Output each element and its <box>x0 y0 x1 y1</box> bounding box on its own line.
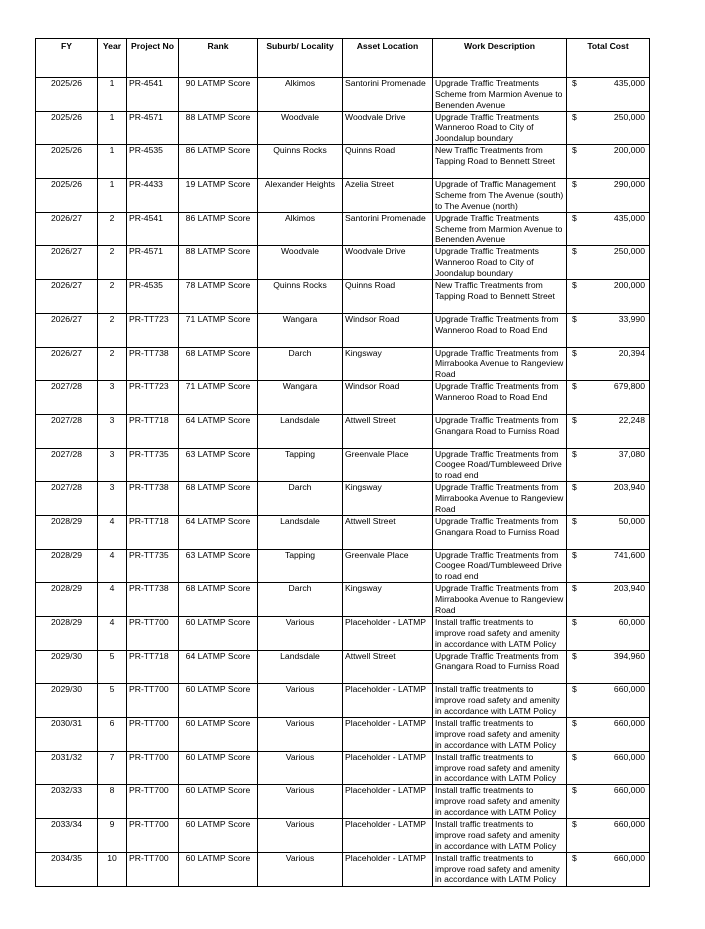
cell-year: 7 <box>98 751 127 785</box>
cost-amount: 22,248 <box>618 414 645 425</box>
cell-suburb: Alexander Heights <box>258 179 343 213</box>
cell-fy: 2025/26 <box>36 78 98 112</box>
header-work-description: Work Description <box>433 39 567 78</box>
cost-amount: 203,940 <box>613 583 645 594</box>
cost-amount: 60,000 <box>618 617 645 627</box>
cell-year: 3 <box>98 381 127 415</box>
cost-amount: 660,000 <box>613 785 645 796</box>
cell-total-cost <box>567 819 650 853</box>
cost-amount: 394,960 <box>613 650 645 661</box>
cell-year: 1 <box>98 145 127 179</box>
cell-total-cost <box>567 381 650 415</box>
cost-amount: 741,600 <box>613 549 645 560</box>
table-row <box>36 650 650 684</box>
cell-asset-location: Greenvale Place <box>343 448 433 482</box>
header-rank: Rank <box>179 39 258 78</box>
cell-year: 3 <box>98 414 127 448</box>
cell-year: 9 <box>98 819 127 853</box>
cell-suburb: Tapping <box>258 549 343 583</box>
cell-fy: 2028/29 <box>36 583 98 617</box>
cell-rank: 64 LATMP Score <box>179 650 258 684</box>
cell-suburb: Various <box>258 718 343 752</box>
cell-asset-location: Placeholder - LATMP <box>343 751 433 785</box>
cell-project-no: PR-TT738 <box>127 583 179 617</box>
cell-work-description: Install traffic treatments to improve road safety and amenity in accordance with LATM Policy <box>433 819 567 853</box>
cell-fy: 2025/26 <box>36 179 98 213</box>
cell-project-no: PR-TT700 <box>127 751 179 785</box>
cell-year: 4 <box>98 549 127 583</box>
cell-rank: 60 LATMP Score <box>179 684 258 718</box>
cell-project-no: PR-4433 <box>127 179 179 213</box>
cell-suburb: Quinns Rocks <box>258 280 343 314</box>
cell-fy: 2027/28 <box>36 448 98 482</box>
table-row <box>36 212 650 246</box>
cell-fy: 2026/27 <box>36 212 98 246</box>
cell-year: 3 <box>98 482 127 516</box>
cell-rank: 19 LATMP Score <box>179 179 258 213</box>
cell-rank: 68 LATMP Score <box>179 583 258 617</box>
cell-year: 1 <box>98 179 127 213</box>
cell-rank: 78 LATMP Score <box>179 280 258 314</box>
cell-asset-location: Placeholder - LATMP <box>343 684 433 718</box>
cell-project-no: PR-TT700 <box>127 718 179 752</box>
header-suburb: Suburb/ Locality <box>258 39 343 78</box>
cost-amount: 290,000 <box>613 179 645 190</box>
currency-symbol: $ <box>572 684 577 695</box>
table-row <box>36 718 650 752</box>
cell-project-no: PR-TT723 <box>127 381 179 415</box>
cell-rank: 88 LATMP Score <box>179 246 258 280</box>
cell-year: 2 <box>98 212 127 246</box>
cell-work-description: New Traffic Treatments from Tapping Road to Bennett Street <box>433 280 567 314</box>
cell-rank: 60 LATMP Score <box>179 751 258 785</box>
cell-fy: 2031/32 <box>36 751 98 785</box>
cell-rank: 68 LATMP Score <box>179 482 258 516</box>
cost-amount: 435,000 <box>613 78 645 88</box>
currency-symbol: $ <box>572 482 577 493</box>
cell-project-no: PR-TT735 <box>127 448 179 482</box>
currency-symbol: $ <box>572 583 577 594</box>
cell-total-cost <box>567 684 650 718</box>
cell-work-description: Upgrade Traffic Treatments Scheme from Marmion Avenue to Benenden Avenue <box>433 212 567 246</box>
cell-suburb: Various <box>258 819 343 853</box>
table-row <box>36 448 650 482</box>
currency-symbol: $ <box>572 617 577 627</box>
header-project-no: Project No <box>127 39 179 78</box>
cell-project-no: PR-TT700 <box>127 852 179 886</box>
table-row <box>36 347 650 381</box>
cell-suburb: Wangara <box>258 313 343 347</box>
cell-asset-location: Windsor Road <box>343 313 433 347</box>
cell-asset-location: Quinns Road <box>343 280 433 314</box>
cell-fy: 2027/28 <box>36 381 98 415</box>
cell-work-description: Upgrade Traffic Treatments from Gnangara Road to Furniss Road <box>433 650 567 684</box>
cell-work-description: Upgrade Traffic Treatments Wanneroo Road to City of Joondalup boundary <box>433 246 567 280</box>
cell-work-description: Install traffic treatments to improve road safety and amenity in accordance with LATM Policy <box>433 852 567 886</box>
table-row <box>36 246 650 280</box>
cell-asset-location: Attwell Street <box>343 414 433 448</box>
cell-project-no: PR-TT723 <box>127 313 179 347</box>
cell-rank: 64 LATMP Score <box>179 515 258 549</box>
cell-suburb: Darch <box>258 583 343 617</box>
table-row <box>36 515 650 549</box>
cell-fy: 2025/26 <box>36 145 98 179</box>
cell-work-description: Upgrade Traffic Treatments from Mirrabooka Avenue to Rangeview Road <box>433 482 567 516</box>
cell-project-no: PR-4535 <box>127 280 179 314</box>
cell-total-cost <box>567 414 650 448</box>
cell-rank: 86 LATMP Score <box>179 145 258 179</box>
cell-asset-location: Placeholder - LATMP <box>343 852 433 886</box>
cell-project-no: PR-4571 <box>127 246 179 280</box>
cost-amount: 37,080 <box>618 448 645 459</box>
cell-suburb: Wangara <box>258 381 343 415</box>
cell-asset-location: Santorini Promenade <box>343 212 433 246</box>
cell-total-cost <box>567 515 650 549</box>
cell-work-description: Upgrade Traffic Treatments from Coogee Road/Tumbleweed Drive to road end <box>433 448 567 482</box>
cell-work-description: Upgrade Traffic Treatments from Wanneroo Road to Road End <box>433 313 567 347</box>
cell-rank: 60 LATMP Score <box>179 617 258 651</box>
cell-work-description: Upgrade Traffic Treatments Scheme from Marmion Avenue to Benenden Avenue <box>433 78 567 112</box>
cell-year: 1 <box>98 111 127 145</box>
cell-project-no: PR-4571 <box>127 111 179 145</box>
cell-fy: 2030/31 <box>36 718 98 752</box>
currency-symbol: $ <box>572 819 577 830</box>
cost-amount: 200,000 <box>613 145 645 156</box>
table-row <box>36 852 650 886</box>
cell-suburb: Woodvale <box>258 246 343 280</box>
cell-asset-location: Kingsway <box>343 482 433 516</box>
cell-total-cost <box>567 785 650 819</box>
currency-symbol: $ <box>572 718 577 729</box>
cell-work-description: Upgrade Traffic Treatments from Gnangara Road to Furniss Road <box>433 414 567 448</box>
currency-symbol: $ <box>572 650 577 661</box>
cell-project-no: PR-TT718 <box>127 515 179 549</box>
table-row <box>36 785 650 819</box>
cell-project-no: PR-TT718 <box>127 414 179 448</box>
cell-suburb: Woodvale <box>258 111 343 145</box>
cell-project-no: PR-TT700 <box>127 785 179 819</box>
currency-symbol: $ <box>572 246 577 257</box>
cell-project-no: PR-TT738 <box>127 347 179 381</box>
cell-year: 3 <box>98 448 127 482</box>
cost-amount: 660,000 <box>613 751 645 762</box>
cell-suburb: Alkimos <box>258 78 343 112</box>
cell-asset-location: Placeholder - LATMP <box>343 617 433 651</box>
cell-asset-location: Attwell Street <box>343 515 433 549</box>
cell-total-cost <box>567 280 650 314</box>
cell-suburb: Various <box>258 617 343 651</box>
currency-symbol: $ <box>572 448 577 459</box>
cell-rank: 86 LATMP Score <box>179 212 258 246</box>
cell-asset-location: Kingsway <box>343 583 433 617</box>
table-row <box>36 684 650 718</box>
currency-symbol: $ <box>572 347 577 358</box>
cell-fy: 2028/29 <box>36 617 98 651</box>
currency-symbol: $ <box>572 785 577 796</box>
cell-total-cost <box>567 650 650 684</box>
cell-total-cost <box>567 852 650 886</box>
cell-fy: 2034/35 <box>36 852 98 886</box>
cell-total-cost <box>567 179 650 213</box>
cell-work-description: Upgrade Traffic Treatments from Gnangara Road to Furniss Road <box>433 515 567 549</box>
cell-work-description: New Traffic Treatments from Tapping Road to Bennett Street <box>433 145 567 179</box>
cell-rank: 60 LATMP Score <box>179 819 258 853</box>
cell-project-no: PR-TT738 <box>127 482 179 516</box>
cell-project-no: PR-4541 <box>127 212 179 246</box>
cell-year: 4 <box>98 515 127 549</box>
cost-amount: 50,000 <box>618 515 645 526</box>
currency-symbol: $ <box>572 313 577 324</box>
cell-suburb: Alkimos <box>258 212 343 246</box>
cost-amount: 660,000 <box>613 684 645 695</box>
cell-suburb: Various <box>258 751 343 785</box>
currency-symbol: $ <box>572 414 577 425</box>
cell-fy: 2025/26 <box>36 111 98 145</box>
currency-symbol: $ <box>572 280 577 291</box>
table-row <box>36 482 650 516</box>
currency-symbol: $ <box>572 515 577 526</box>
cell-fy: 2028/29 <box>36 549 98 583</box>
cell-fy: 2027/28 <box>36 482 98 516</box>
cell-work-description: Upgrade Traffic Treatments from Mirrabooka Avenue to Rangeview Road <box>433 583 567 617</box>
cell-total-cost <box>567 617 650 651</box>
cell-asset-location: Woodvale Drive <box>343 246 433 280</box>
table-row <box>36 78 650 112</box>
table-row <box>36 111 650 145</box>
cell-asset-location: Quinns Road <box>343 145 433 179</box>
cell-year: 6 <box>98 718 127 752</box>
cell-fy: 2026/27 <box>36 246 98 280</box>
table-row <box>36 819 650 853</box>
cell-fy: 2026/27 <box>36 347 98 381</box>
cell-work-description: Install traffic treatments to improve road safety and amenity in accordance with LATM Policy <box>433 718 567 752</box>
cell-project-no: PR-TT735 <box>127 549 179 583</box>
cell-total-cost <box>567 482 650 516</box>
table-row <box>36 280 650 314</box>
cell-total-cost <box>567 212 650 246</box>
cell-fy: 2032/33 <box>36 785 98 819</box>
cell-rank: 71 LATMP Score <box>179 381 258 415</box>
cell-rank: 63 LATMP Score <box>179 448 258 482</box>
cell-asset-location: Windsor Road <box>343 381 433 415</box>
currency-symbol: $ <box>572 381 577 392</box>
table-row <box>36 381 650 415</box>
cost-amount: 660,000 <box>613 819 645 830</box>
cell-total-cost <box>567 751 650 785</box>
cell-year: 2 <box>98 313 127 347</box>
header-total-cost: Total Cost <box>567 39 650 78</box>
cost-amount: 660,000 <box>613 852 645 863</box>
cell-year: 2 <box>98 246 127 280</box>
cell-year: 4 <box>98 583 127 617</box>
cell-year: 8 <box>98 785 127 819</box>
cell-suburb: Landsdale <box>258 414 343 448</box>
cell-work-description: Install traffic treatments to improve road safety and amenity in accordance with LATM Policy <box>433 684 567 718</box>
cell-total-cost <box>567 549 650 583</box>
cell-total-cost <box>567 246 650 280</box>
cell-year: 10 <box>98 852 127 886</box>
cell-rank: 71 LATMP Score <box>179 313 258 347</box>
cell-asset-location: Greenvale Place <box>343 549 433 583</box>
cell-rank: 68 LATMP Score <box>179 347 258 381</box>
cost-amount: 660,000 <box>613 718 645 729</box>
cell-asset-location: Placeholder - LATMP <box>343 718 433 752</box>
currency-symbol: $ <box>572 111 577 122</box>
cell-suburb: Various <box>258 852 343 886</box>
header-asset-location: Asset Location <box>343 39 433 78</box>
currency-symbol: $ <box>572 852 577 863</box>
currency-symbol: $ <box>572 145 577 156</box>
cell-asset-location: Placeholder - LATMP <box>343 819 433 853</box>
cell-rank: 60 LATMP Score <box>179 852 258 886</box>
cell-asset-location: Santorini Promenade <box>343 78 433 112</box>
cell-work-description: Install traffic treatments to improve road safety and amenity in accordance with LATM Policy <box>433 785 567 819</box>
cell-asset-location: Azelia Street <box>343 179 433 213</box>
table-row <box>36 617 650 651</box>
header-row <box>36 39 650 78</box>
cell-suburb: Various <box>258 684 343 718</box>
currency-symbol: $ <box>572 179 577 190</box>
table-row <box>36 313 650 347</box>
cell-asset-location: Attwell Street <box>343 650 433 684</box>
cell-project-no: PR-TT700 <box>127 819 179 853</box>
table-row <box>36 414 650 448</box>
cost-amount: 200,000 <box>613 280 645 291</box>
cell-total-cost <box>567 718 650 752</box>
header-fy: FY <box>36 39 98 78</box>
cell-total-cost <box>567 313 650 347</box>
cell-fy: 2026/27 <box>36 280 98 314</box>
cell-suburb: Darch <box>258 347 343 381</box>
cell-work-description: Upgrade Traffic Treatments from Coogee Road/Tumbleweed Drive to road end <box>433 549 567 583</box>
cell-suburb: Various <box>258 785 343 819</box>
cell-project-no: PR-4541 <box>127 78 179 112</box>
cell-year: 4 <box>98 617 127 651</box>
cell-year: 2 <box>98 347 127 381</box>
header-year: Year <box>98 39 127 78</box>
cell-total-cost <box>567 347 650 381</box>
cell-total-cost <box>567 145 650 179</box>
cell-rank: 88 LATMP Score <box>179 111 258 145</box>
cost-amount: 679,800 <box>613 381 645 392</box>
cell-year: 5 <box>98 684 127 718</box>
cell-fy: 2027/28 <box>36 414 98 448</box>
cell-work-description: Upgrade of Traffic Management Scheme from The Avenue (south) to The Avenue (north) <box>433 179 567 213</box>
currency-symbol: $ <box>572 212 577 223</box>
cell-suburb: Quinns Rocks <box>258 145 343 179</box>
cell-rank: 60 LATMP Score <box>179 785 258 819</box>
cell-asset-location: Woodvale Drive <box>343 111 433 145</box>
cell-suburb: Darch <box>258 482 343 516</box>
cell-year: 1 <box>98 78 127 112</box>
currency-symbol: $ <box>572 78 577 88</box>
cost-amount: 33,990 <box>618 313 645 324</box>
cell-total-cost <box>567 111 650 145</box>
table-row <box>36 549 650 583</box>
table-row <box>36 583 650 617</box>
cell-work-description: Upgrade Traffic Treatments from Mirrabooka Avenue to Rangeview Road <box>433 347 567 381</box>
cell-work-description: Upgrade Traffic Treatments Wanneroo Road to City of Joondalup boundary <box>433 111 567 145</box>
cell-project-no: PR-4535 <box>127 145 179 179</box>
cost-amount: 250,000 <box>613 246 645 257</box>
cell-rank: 60 LATMP Score <box>179 718 258 752</box>
cell-total-cost <box>567 583 650 617</box>
cell-rank: 64 LATMP Score <box>179 414 258 448</box>
cell-total-cost <box>567 448 650 482</box>
cell-fy: 2033/34 <box>36 819 98 853</box>
cell-work-description: Install traffic treatments to improve road safety and amenity in accordance with LATM Policy <box>433 751 567 785</box>
cell-year: 2 <box>98 280 127 314</box>
cell-total-cost <box>567 78 650 112</box>
cell-suburb: Landsdale <box>258 650 343 684</box>
cell-year: 5 <box>98 650 127 684</box>
table-row <box>36 751 650 785</box>
cost-amount: 435,000 <box>613 212 645 223</box>
cell-fy: 2029/30 <box>36 684 98 718</box>
cell-suburb: Landsdale <box>258 515 343 549</box>
table-row <box>36 145 650 179</box>
cell-asset-location: Kingsway <box>343 347 433 381</box>
cost-amount: 203,940 <box>613 482 645 493</box>
cell-work-description: Install traffic treatments to improve road safety and amenity in accordance with LATM Policy <box>433 617 567 651</box>
cell-project-no: PR-TT718 <box>127 650 179 684</box>
cell-project-no: PR-TT700 <box>127 684 179 718</box>
cell-rank: 90 LATMP Score <box>179 78 258 112</box>
cell-fy: 2026/27 <box>36 313 98 347</box>
cost-amount: 20,394 <box>618 347 645 358</box>
cell-fy: 2029/30 <box>36 650 98 684</box>
cell-asset-location: Placeholder - LATMP <box>343 785 433 819</box>
cell-rank: 63 LATMP Score <box>179 549 258 583</box>
currency-symbol: $ <box>572 549 577 560</box>
capital-works-table <box>35 38 650 887</box>
cost-amount: 250,000 <box>613 111 645 122</box>
table-body <box>36 78 650 887</box>
currency-symbol: $ <box>572 751 577 762</box>
cell-work-description: Upgrade Traffic Treatments from Wanneroo Road to Road End <box>433 381 567 415</box>
table-row <box>36 179 650 213</box>
cell-fy: 2028/29 <box>36 515 98 549</box>
cell-project-no: PR-TT700 <box>127 617 179 651</box>
cell-suburb: Tapping <box>258 448 343 482</box>
